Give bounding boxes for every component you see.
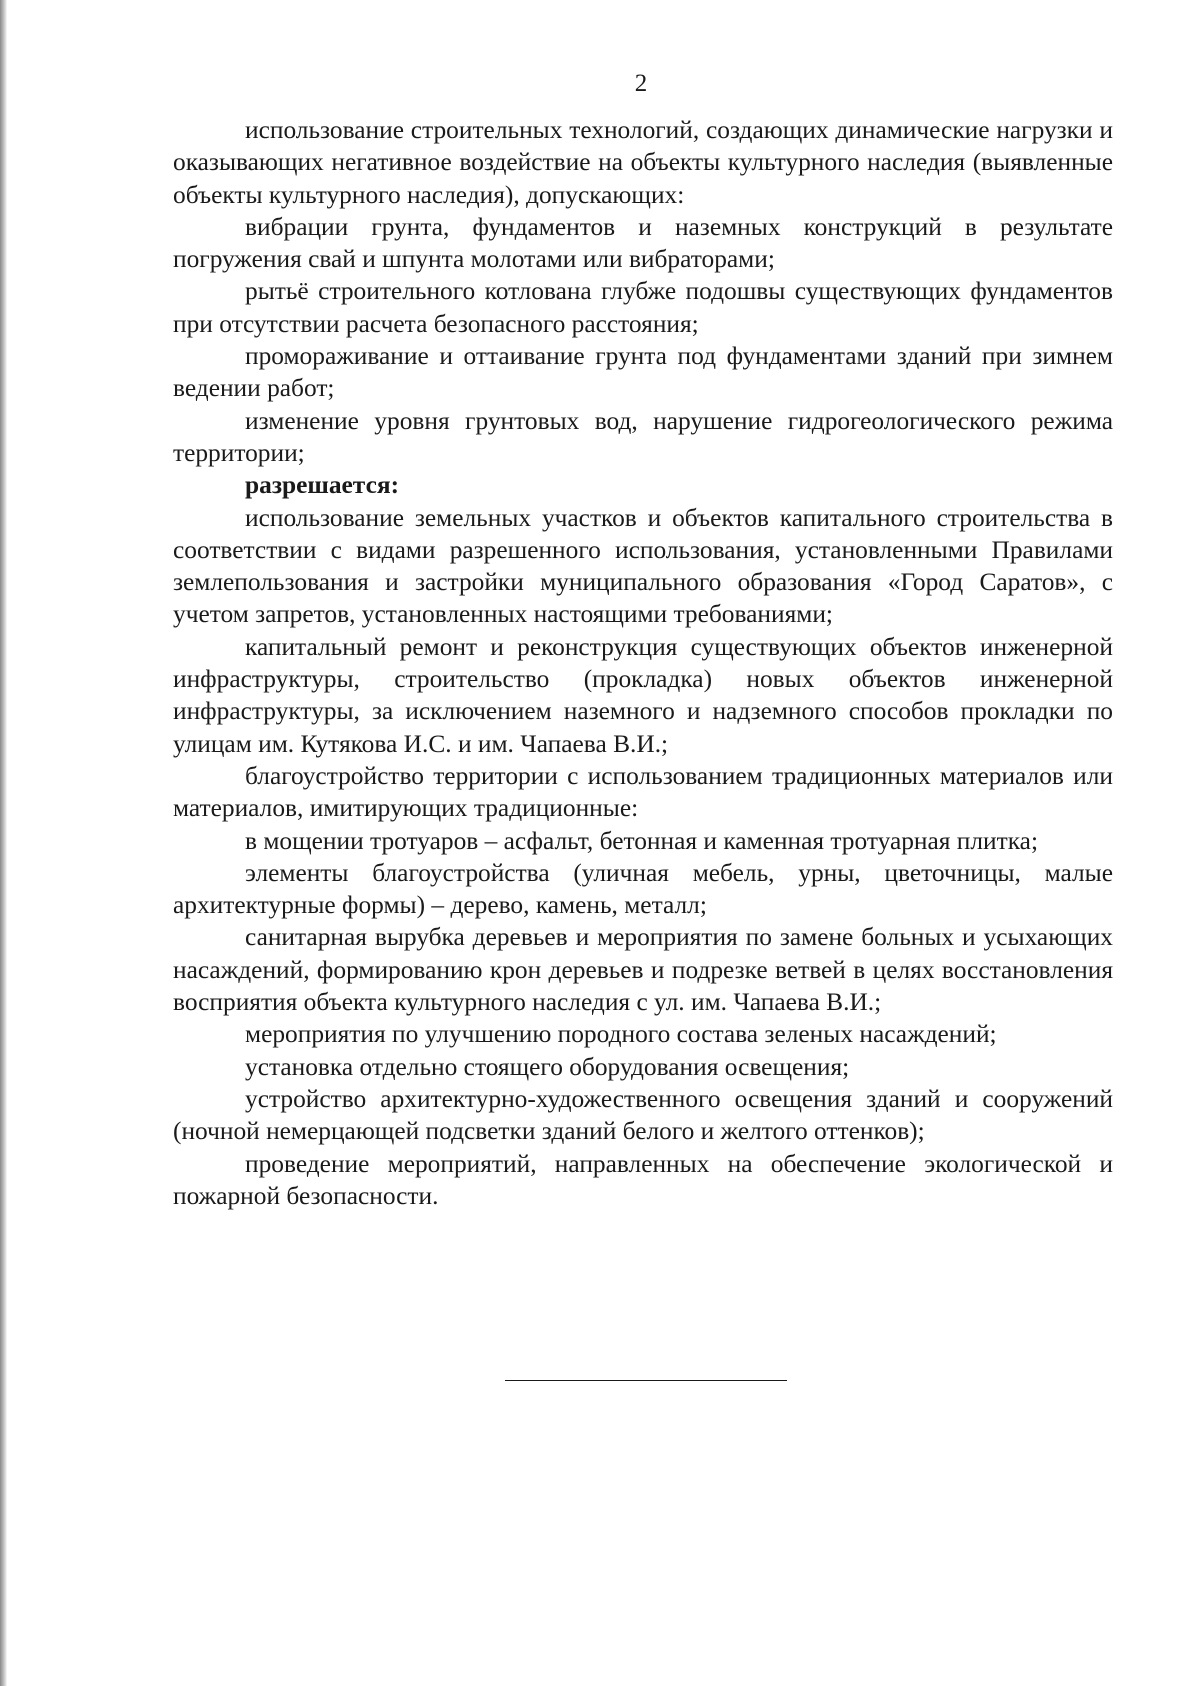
paragraph: использование земельных участков и объектов капитального строительства в соответствии с видами разрешенного использования, установленными Правилами землепользования и застройки муниципального образования «Город Саратов», с учетом запретов, установленных настоящими требованиями; (173, 503, 1113, 629)
paragraph: промораживание и оттаивание грунта под фундаментами зданий при зимнем ведении работ; (173, 342, 1113, 403)
scan-edge-artifact (0, 0, 7, 1686)
paragraph: вибрации грунта, фундаментов и наземных конструкций в результате погружения свай и шпунта молотами или вибраторами; (173, 212, 1113, 274)
document-body (173, 114, 1113, 1212)
paragraph: в мощении тротуаров – асфальт, бетонная и каменная тротуарная плитка; (245, 826, 1039, 855)
page-number: 2 (634, 70, 648, 97)
paragraph: рытьё строительного котлована глубже подошвы существующих фундаментов при отсутствии расчета безопасного расстояния; (173, 277, 1113, 338)
paragraph: использование строительных технологий, создающих динамические нагрузки и оказывающих негативное воздействие на объекты культурного наследия (выявленные объекты культурного наследия), допускающих: (173, 116, 1113, 209)
paragraph: установка отдельно стоящего оборудования освещения; (245, 1052, 850, 1081)
paragraph: проведение мероприятий, направленных на обеспечение экологической и пожарной безопасности. (173, 1149, 1113, 1210)
paragraph: мероприятия по улучшению породного состава зеленых насаждений; (245, 1020, 997, 1049)
paragraph: санитарная вырубка деревьев и мероприятия по замене больных и усыхающих насаждений, формированию крон деревьев и подрезке ветвей в целях восстановления восприятия объекта культурного наследия с ул. им. Чапаева В.И.; (173, 923, 1113, 1017)
end-of-document-rule (505, 1380, 787, 1381)
section-heading: разрешается: (245, 471, 400, 500)
paragraph: благоустройство территории с использованием традиционных материалов или материалов, имитирующих традиционные: (173, 761, 1113, 823)
paragraph: устройство архитектурно-художественного освещения зданий и сооружений (ночной немерцающей подсветки зданий белого и желтого оттенков); (173, 1084, 1113, 1146)
paragraph: изменение уровня грунтовых вод, нарушение гидрогеологического режима территории; (173, 406, 1113, 467)
paragraph: капитальный ремонт и реконструкция существующих объектов инженерной инфраструктуры, строительство (прокладка) новых объектов инженерной инфраструктуры, за исключением наземного и надземного способов прокладки по улицам им. Кутякова И.С. и им. Чапаева В.И.; (173, 632, 1113, 758)
paragraph: элементы благоустройства (уличная мебель, урны, цветочницы, малые архитектурные формы) – дерево, камень, металл; (173, 858, 1113, 920)
